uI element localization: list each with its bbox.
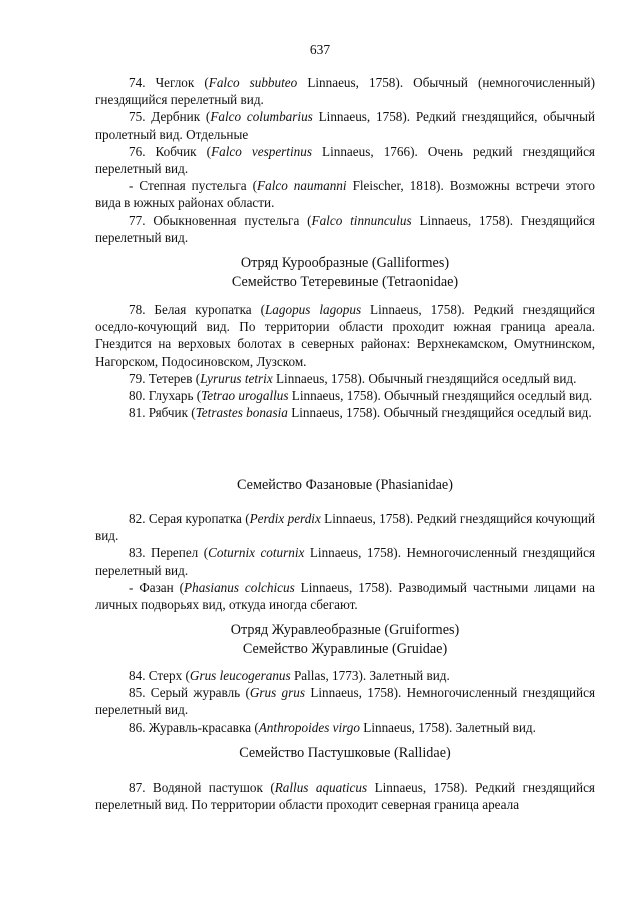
family-heading: Семейство Фазановые (Phasianidae) bbox=[237, 477, 453, 493]
latin-name: Falco tinnunculus bbox=[311, 212, 412, 228]
species-entry: - Степная пустельга (Falco naumanni Fleischer, 1818). Возможны встречи этого вида в южных районах области. bbox=[95, 178, 596, 211]
species-entry: 82. Серая куропатка (Perdix perdix Linnaeus, 1758). Редкий гнездящийся кочующий вид. bbox=[95, 511, 596, 544]
species-entry: 79. Тетерев (Lyrurus tetrix Linnaeus, 1758). Обычный гнездящийся оседлый вид. bbox=[129, 370, 577, 386]
species-list-phasianidae bbox=[95, 510, 595, 613]
latin-name: Lyrurus tetrix bbox=[200, 370, 273, 386]
species-entry: 83. Перепел (Coturnix coturnix Linnaeus, 1758). Немногочисленный гнездящийся перелетный вид. bbox=[95, 545, 596, 578]
latin-name: Perdix perdix bbox=[249, 511, 321, 526]
species-list-tetraonidae bbox=[95, 301, 595, 421]
latin-name: Grus leucogeranus bbox=[189, 668, 291, 683]
family-heading: Семейство Журавлиные (Gruidae) bbox=[242, 641, 448, 657]
section-heading-gruiformes bbox=[95, 621, 595, 659]
page-number: 637 bbox=[309, 42, 331, 57]
latin-name: Falco naumanni bbox=[257, 178, 347, 194]
species-entry: 77. Обыкновенная пустельга (Falco tinnunculus Linnaeus, 1758). Гнездящийся перелетный вид. bbox=[95, 212, 595, 245]
order-heading: Отряд Курообразные (Galliformes) bbox=[240, 255, 450, 271]
species-list-gruidae bbox=[95, 667, 595, 736]
species-entry: 81. Рябчик (Tetrastes bonasia Linnaeus, 1758). Обычный гнездящийся оседлый вид. bbox=[129, 405, 592, 421]
latin-name: Phasianus colchicus bbox=[184, 579, 295, 595]
species-entry: 75. Дербник (Falco columbarius Linnaeus, 1758). Редкий гнездящийся, обычный пролетный вид. Отдельные bbox=[95, 109, 596, 142]
order-heading: Отряд Журавлеобразные (Gruiformes) bbox=[230, 622, 460, 638]
species-entry: 85. Серый журавль (Grus grus Linnaeus, 1758). Немногочисленный гнездящийся перелетный вид. bbox=[95, 685, 596, 718]
species-entry: 76. Кобчик (Falco vespertinus Linnaeus, 1766). Очень редкий гнездящийся перелетный вид. bbox=[95, 143, 595, 177]
species-list-rallidae bbox=[95, 779, 595, 813]
latin-name: Lagopus lagopus bbox=[264, 302, 362, 317]
latin-name: Falco columbarius bbox=[210, 109, 313, 125]
section-heading-rallidae bbox=[95, 744, 595, 763]
latin-name: Tetrastes bonasia bbox=[195, 405, 288, 421]
family-heading: Семейство Тетеревиные (Tetraonidae) bbox=[231, 274, 459, 290]
latin-name: Tetrao urogallus bbox=[201, 388, 289, 404]
species-entry: 74. Чеглок (Falco subbuteo Linnaeus, 1758). Обычный (немногочисленный) гнездящийся перелетный вид. bbox=[95, 75, 595, 108]
latin-name: Falco vespertinus bbox=[211, 143, 312, 159]
family-heading: Семейство Пастушковые (Rallidae) bbox=[239, 745, 451, 761]
latin-name: Rallus aquaticus bbox=[274, 780, 368, 795]
latin-name: Coturnix coturnix bbox=[208, 545, 305, 561]
species-entry: 78. Белая куропатка (Lagopus lagopus Linnaeus, 1758). Редкий гнездящийся оседло-кочующий вид. По территории области проходит южная граница ареала. Гнездится на верховых болотах в северных районах: Верхнекамском, Омутнинском, Нагорском, Подосиновском, Лузском. bbox=[95, 302, 595, 369]
species-entry: 87. Водяной пастушок (Rallus aquaticus Linnaeus, 1758). Редкий гнездящийся перелетный вид. По территории области проходит северная граница ареала bbox=[95, 780, 595, 813]
latin-name: Anthropoides virgo bbox=[258, 719, 360, 735]
species-entry: 86. Журавль-красавка (Anthropoides virgo Linnaeus, 1758). Залетный вид. bbox=[129, 719, 536, 735]
latin-name: Falco subbuteo bbox=[208, 75, 298, 90]
species-list-falcons bbox=[95, 74, 595, 246]
species-entry: 84. Стерх (Grus leucogeranus Pallas, 1773). Залетный вид. bbox=[129, 668, 450, 683]
species-entry: 80. Глухарь (Tetrao urogallus Linnaeus, 1758). Обычный гнездящийся оседлый вид. bbox=[129, 388, 593, 404]
latin-name: Grus grus bbox=[249, 685, 306, 701]
section-heading-phasianidae bbox=[95, 476, 595, 495]
section-heading-galliformes bbox=[95, 254, 595, 292]
species-entry: - Фазан (Phasianus colchicus Linnaeus, 1758). Разводимый частными лицами на личных подворьях вид, откуда иногда сбегают. bbox=[95, 579, 596, 613]
